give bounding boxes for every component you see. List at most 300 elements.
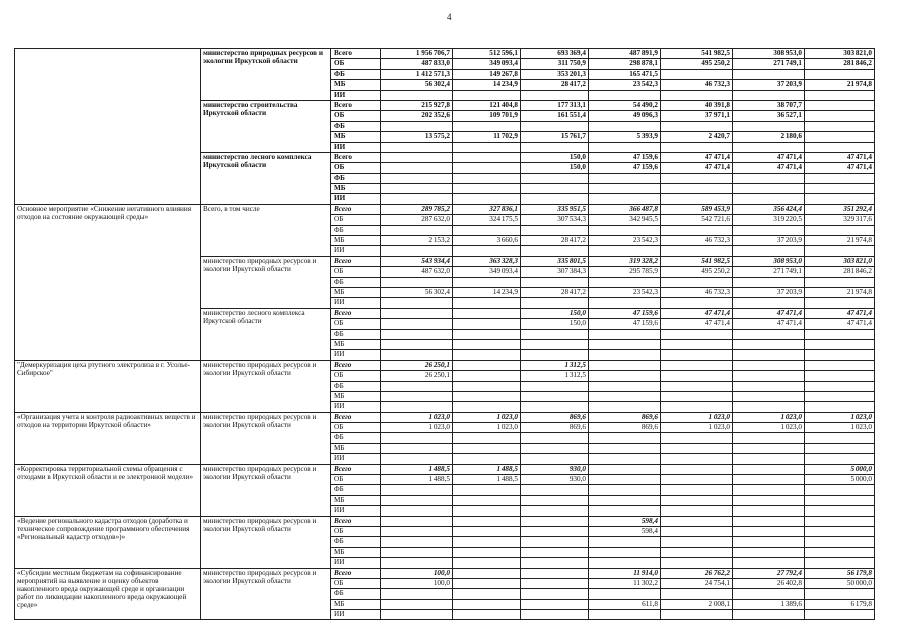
amount-cell bbox=[733, 194, 805, 204]
amount-cell bbox=[521, 495, 589, 505]
amount-cell: 319 328,2 bbox=[589, 256, 661, 266]
amount-cell bbox=[521, 381, 589, 391]
amount-cell bbox=[733, 516, 805, 526]
amount-cell: 329 317,6 bbox=[805, 215, 875, 225]
funding-source: ФБ bbox=[331, 69, 381, 79]
amount-cell: 869,6 bbox=[521, 412, 589, 422]
funding-source: ФБ bbox=[331, 537, 381, 547]
table-row bbox=[15, 464, 875, 474]
amount-cell bbox=[661, 433, 733, 443]
amount-cell: 47 159,6 bbox=[589, 152, 661, 162]
amount-cell bbox=[381, 495, 453, 505]
amount-cell: 11 302,2 bbox=[589, 578, 661, 588]
amount-cell: 349 093,4 bbox=[453, 267, 521, 277]
amount-cell bbox=[589, 402, 661, 412]
table-row bbox=[15, 360, 875, 370]
activity-name: «Корректировка территориальной схемы обращения с отходами в Иркутской области и ее электронной модели» bbox=[15, 464, 201, 516]
funding-source: ФБ bbox=[331, 381, 381, 391]
amount-cell: 1 312,5 bbox=[521, 360, 589, 370]
amount-cell: 11 914,0 bbox=[589, 568, 661, 578]
amount-cell bbox=[453, 319, 521, 329]
activity-name: "Демеркуризация цеха ртутного электролиза в г. Усолье-Сибирское" bbox=[15, 360, 201, 412]
amount-cell bbox=[805, 443, 875, 453]
funding-source: ОБ bbox=[331, 578, 381, 588]
amount-cell: 335 951,5 bbox=[521, 204, 589, 214]
funding-source: Всего bbox=[331, 100, 381, 110]
amount-cell: 47 471,4 bbox=[733, 319, 805, 329]
funding-source: Всего bbox=[331, 308, 381, 318]
amount-cell bbox=[733, 433, 805, 443]
amount-cell bbox=[733, 184, 805, 194]
amount-cell bbox=[733, 298, 805, 308]
amount-cell bbox=[805, 433, 875, 443]
amount-cell bbox=[589, 589, 661, 599]
funding-source: ФБ bbox=[331, 121, 381, 131]
amount-cell: 100,0 bbox=[381, 578, 453, 588]
amount-cell: 47 471,4 bbox=[733, 163, 805, 173]
amount-cell bbox=[453, 454, 521, 464]
amount-cell bbox=[805, 516, 875, 526]
funding-source: МБ bbox=[331, 547, 381, 557]
amount-cell bbox=[661, 339, 733, 349]
financing-table bbox=[14, 48, 875, 620]
amount-cell bbox=[661, 173, 733, 183]
amount-cell: 47 471,4 bbox=[805, 308, 875, 318]
amount-cell bbox=[661, 298, 733, 308]
amount-cell: 56 179,8 bbox=[805, 568, 875, 578]
amount-cell bbox=[589, 454, 661, 464]
amount-cell: 295 785,9 bbox=[589, 267, 661, 277]
amount-cell bbox=[805, 277, 875, 287]
amount-cell bbox=[589, 443, 661, 453]
amount-cell: 202 352,6 bbox=[381, 111, 453, 121]
amount-cell bbox=[453, 558, 521, 568]
amount-cell bbox=[661, 381, 733, 391]
amount-cell bbox=[521, 225, 589, 235]
amount-cell bbox=[381, 443, 453, 453]
funding-source: Всего bbox=[331, 49, 381, 59]
amount-cell bbox=[381, 246, 453, 256]
amount-cell bbox=[805, 246, 875, 256]
amount-cell: 37 203,9 bbox=[733, 236, 805, 246]
amount-cell bbox=[733, 173, 805, 183]
amount-cell bbox=[733, 495, 805, 505]
amount-cell bbox=[521, 589, 589, 599]
amount-cell bbox=[733, 475, 805, 485]
amount-cell bbox=[805, 391, 875, 401]
amount-cell bbox=[521, 506, 589, 516]
amount-cell: 56 302,4 bbox=[381, 287, 453, 297]
funding-source: ОБ bbox=[331, 371, 381, 381]
amount-cell: 541 982,5 bbox=[661, 49, 733, 59]
amount-cell bbox=[381, 173, 453, 183]
amount-cell: 1 312,5 bbox=[521, 371, 589, 381]
amount-cell: 14 234,9 bbox=[453, 80, 521, 90]
amount-cell: 356 424,4 bbox=[733, 204, 805, 214]
activity-name: «Субсидии местным бюджетам на софинансирование мероприятий на выявление и оценку объектов накопленного вреда окружающей среде и организации работ по ликвидации накопленного вреда окружающей среде» bbox=[15, 568, 201, 620]
amount-cell: 869,6 bbox=[589, 412, 661, 422]
amount-cell bbox=[381, 454, 453, 464]
amount-cell bbox=[733, 69, 805, 79]
amount-cell bbox=[381, 277, 453, 287]
amount-cell bbox=[381, 516, 453, 526]
amount-cell: 930,0 bbox=[521, 475, 589, 485]
amount-cell bbox=[805, 360, 875, 370]
amount-cell: 1 023,0 bbox=[453, 412, 521, 422]
amount-cell bbox=[661, 371, 733, 381]
amount-cell bbox=[805, 142, 875, 152]
amount-cell: 1 023,0 bbox=[805, 423, 875, 433]
funding-source: ФБ bbox=[331, 485, 381, 495]
amount-cell bbox=[733, 610, 805, 620]
amount-cell: 47 471,4 bbox=[661, 163, 733, 173]
amount-cell: 512 596,1 bbox=[453, 49, 521, 59]
amount-cell bbox=[589, 558, 661, 568]
funding-source: Всего bbox=[331, 516, 381, 526]
amount-cell: 1 956 706,7 bbox=[381, 49, 453, 59]
amount-cell bbox=[381, 526, 453, 536]
amount-cell bbox=[453, 142, 521, 152]
amount-cell: 1 023,0 bbox=[453, 423, 521, 433]
amount-cell bbox=[453, 350, 521, 360]
amount-cell: 487 632,0 bbox=[381, 267, 453, 277]
amount-cell bbox=[661, 495, 733, 505]
amount-cell: 1 488,5 bbox=[453, 464, 521, 474]
amount-cell bbox=[589, 371, 661, 381]
amount-cell: 693 369,4 bbox=[521, 49, 589, 59]
amount-cell bbox=[733, 558, 805, 568]
amount-cell: 54 490,2 bbox=[589, 100, 661, 110]
amount-cell: 28 417,2 bbox=[521, 236, 589, 246]
amount-cell bbox=[453, 121, 521, 131]
funding-source: ФБ bbox=[331, 433, 381, 443]
amount-cell: 298 878,1 bbox=[589, 59, 661, 69]
amount-cell bbox=[453, 90, 521, 100]
amount-cell bbox=[733, 329, 805, 339]
amount-cell bbox=[661, 506, 733, 516]
amount-cell bbox=[453, 194, 521, 204]
amount-cell bbox=[453, 433, 521, 443]
amount-cell: 2 008,1 bbox=[661, 599, 733, 609]
amount-cell: 23 542,3 bbox=[589, 80, 661, 90]
amount-cell bbox=[453, 277, 521, 287]
amount-cell bbox=[733, 225, 805, 235]
amount-cell: 47 471,4 bbox=[805, 163, 875, 173]
amount-cell bbox=[453, 578, 521, 588]
executor-name: министерство природных ресурсов и экологии Иркутской области bbox=[201, 516, 331, 568]
amount-cell bbox=[381, 485, 453, 495]
activity-name: «Организация учета и контроля радиоактивных веществ и отходов на территории Иркутской области» bbox=[15, 412, 201, 464]
amount-cell bbox=[381, 506, 453, 516]
amount-cell: 28 417,2 bbox=[521, 80, 589, 90]
funding-source: ИИ bbox=[331, 610, 381, 620]
amount-cell bbox=[381, 537, 453, 547]
amount-cell bbox=[733, 339, 805, 349]
amount-cell: 869,6 bbox=[521, 423, 589, 433]
amount-cell bbox=[521, 339, 589, 349]
amount-cell: 1 023,0 bbox=[733, 412, 805, 422]
amount-cell bbox=[381, 402, 453, 412]
amount-cell bbox=[733, 526, 805, 536]
activity-name bbox=[15, 49, 201, 205]
amount-cell bbox=[733, 381, 805, 391]
amount-cell: 150,0 bbox=[521, 152, 589, 162]
amount-cell: 47 159,6 bbox=[589, 163, 661, 173]
amount-cell: 495 250,2 bbox=[661, 267, 733, 277]
funding-source: ОБ bbox=[331, 423, 381, 433]
amount-cell bbox=[521, 610, 589, 620]
amount-cell bbox=[453, 163, 521, 173]
amount-cell bbox=[733, 485, 805, 495]
amount-cell bbox=[805, 132, 875, 142]
funding-source: МБ bbox=[331, 287, 381, 297]
amount-cell bbox=[733, 464, 805, 474]
amount-cell: 161 551,4 bbox=[521, 111, 589, 121]
amount-cell bbox=[805, 69, 875, 79]
amount-cell: 50 000,0 bbox=[805, 578, 875, 588]
amount-cell bbox=[453, 610, 521, 620]
amount-cell bbox=[521, 298, 589, 308]
funding-source: Всего bbox=[331, 256, 381, 266]
amount-cell bbox=[805, 184, 875, 194]
amount-cell bbox=[521, 568, 589, 578]
amount-cell bbox=[381, 391, 453, 401]
amount-cell bbox=[453, 495, 521, 505]
amount-cell bbox=[521, 578, 589, 588]
amount-cell bbox=[733, 360, 805, 370]
amount-cell bbox=[453, 339, 521, 349]
amount-cell: 149 267,8 bbox=[453, 69, 521, 79]
amount-cell bbox=[381, 558, 453, 568]
funding-source: МБ bbox=[331, 132, 381, 142]
amount-cell: 327 836,1 bbox=[453, 204, 521, 214]
amount-cell bbox=[453, 516, 521, 526]
amount-cell: 2 420,7 bbox=[661, 132, 733, 142]
amount-cell bbox=[733, 371, 805, 381]
funding-source: МБ bbox=[331, 184, 381, 194]
funding-source: Всего bbox=[331, 152, 381, 162]
amount-cell bbox=[805, 371, 875, 381]
amount-cell bbox=[453, 371, 521, 381]
funding-source: ОБ bbox=[331, 267, 381, 277]
amount-cell bbox=[805, 329, 875, 339]
amount-cell bbox=[453, 329, 521, 339]
amount-cell bbox=[661, 391, 733, 401]
amount-cell bbox=[521, 485, 589, 495]
amount-cell bbox=[661, 246, 733, 256]
amount-cell bbox=[733, 537, 805, 547]
executor-name: министерство природных ресурсов и экологии Иркутской области bbox=[201, 412, 331, 464]
funding-source: МБ bbox=[331, 391, 381, 401]
amount-cell bbox=[589, 506, 661, 516]
amount-cell bbox=[521, 454, 589, 464]
amount-cell bbox=[805, 298, 875, 308]
amount-cell bbox=[661, 69, 733, 79]
amount-cell: 281 846,2 bbox=[805, 59, 875, 69]
amount-cell bbox=[733, 506, 805, 516]
amount-cell bbox=[589, 121, 661, 131]
amount-cell bbox=[661, 277, 733, 287]
amount-cell: 349 093,4 bbox=[453, 59, 521, 69]
funding-source: МБ bbox=[331, 599, 381, 609]
amount-cell bbox=[381, 90, 453, 100]
amount-cell: 2 153,2 bbox=[381, 236, 453, 246]
amount-cell bbox=[661, 610, 733, 620]
executor-name: министерство природных ресурсов и экологии Иркутской области bbox=[201, 256, 331, 308]
funding-source: ФБ bbox=[331, 173, 381, 183]
amount-cell bbox=[805, 111, 875, 121]
amount-cell: 46 732,3 bbox=[661, 236, 733, 246]
amount-cell bbox=[805, 350, 875, 360]
amount-cell bbox=[589, 184, 661, 194]
amount-cell bbox=[661, 121, 733, 131]
amount-cell: 46 732,3 bbox=[661, 80, 733, 90]
amount-cell bbox=[733, 246, 805, 256]
activity-name: «Ведение регионального кадастра отходов (доработка и техническое сопровождение программного обеспечения «Региональный кадастр отходов»)» bbox=[15, 516, 201, 568]
funding-source: МБ bbox=[331, 443, 381, 453]
amount-cell bbox=[805, 381, 875, 391]
amount-cell: 487 891,9 bbox=[589, 49, 661, 59]
amount-cell: 611,8 bbox=[589, 599, 661, 609]
amount-cell bbox=[805, 339, 875, 349]
amount-cell: 47 159,6 bbox=[589, 319, 661, 329]
amount-cell bbox=[453, 402, 521, 412]
amount-cell bbox=[453, 298, 521, 308]
amount-cell bbox=[453, 184, 521, 194]
amount-cell: 165 471,5 bbox=[589, 69, 661, 79]
amount-cell bbox=[589, 173, 661, 183]
executor-name: министерство лесного комплекса Иркутской области bbox=[201, 308, 331, 360]
amount-cell bbox=[805, 537, 875, 547]
amount-cell: 150,0 bbox=[521, 163, 589, 173]
amount-cell bbox=[381, 142, 453, 152]
amount-cell bbox=[589, 329, 661, 339]
amount-cell: 307 384,3 bbox=[521, 267, 589, 277]
amount-cell bbox=[521, 558, 589, 568]
amount-cell: 23 542,3 bbox=[589, 287, 661, 297]
amount-cell: 5 000,0 bbox=[805, 475, 875, 485]
amount-cell bbox=[589, 142, 661, 152]
funding-source: ОБ bbox=[331, 163, 381, 173]
amount-cell bbox=[521, 433, 589, 443]
amount-cell: 47 471,4 bbox=[661, 152, 733, 162]
amount-cell: 26 250,1 bbox=[381, 360, 453, 370]
amount-cell bbox=[381, 152, 453, 162]
funding-source: ФБ bbox=[331, 225, 381, 235]
amount-cell: 1 023,0 bbox=[661, 412, 733, 422]
amount-cell bbox=[805, 589, 875, 599]
amount-cell: 303 821,0 bbox=[805, 256, 875, 266]
amount-cell bbox=[661, 558, 733, 568]
amount-cell bbox=[589, 225, 661, 235]
amount-cell bbox=[521, 194, 589, 204]
amount-cell: 308 953,0 bbox=[733, 49, 805, 59]
amount-cell bbox=[453, 152, 521, 162]
amount-cell: 1 023,0 bbox=[381, 412, 453, 422]
amount-cell bbox=[521, 391, 589, 401]
executor-name: министерство природных ресурсов и экологии Иркутской области bbox=[201, 464, 331, 516]
amount-cell: 869,6 bbox=[589, 423, 661, 433]
amount-cell bbox=[381, 381, 453, 391]
funding-source: ИИ bbox=[331, 298, 381, 308]
amount-cell: 47 471,4 bbox=[733, 152, 805, 162]
funding-source: ОБ bbox=[331, 215, 381, 225]
amount-cell: 23 542,3 bbox=[589, 236, 661, 246]
amount-cell bbox=[733, 121, 805, 131]
amount-cell: 177 313,1 bbox=[521, 100, 589, 110]
amount-cell: 5 393,9 bbox=[589, 132, 661, 142]
amount-cell bbox=[661, 516, 733, 526]
amount-cell: 1 389,6 bbox=[733, 599, 805, 609]
amount-cell bbox=[661, 360, 733, 370]
table-row bbox=[15, 412, 875, 422]
amount-cell: 353 201,3 bbox=[521, 69, 589, 79]
amount-cell bbox=[453, 246, 521, 256]
amount-cell bbox=[733, 277, 805, 287]
amount-cell: 342 945,5 bbox=[589, 215, 661, 225]
amount-cell: 495 250,2 bbox=[661, 59, 733, 69]
amount-cell bbox=[589, 495, 661, 505]
funding-source: ИИ bbox=[331, 558, 381, 568]
funding-source: ИИ bbox=[331, 454, 381, 464]
amount-cell: 27 792,4 bbox=[733, 568, 805, 578]
amount-cell bbox=[805, 173, 875, 183]
amount-cell: 6 179,8 bbox=[805, 599, 875, 609]
funding-source: ФБ bbox=[331, 589, 381, 599]
funding-source: ИИ bbox=[331, 246, 381, 256]
amount-cell: 38 707,7 bbox=[733, 100, 805, 110]
amount-cell: 598,4 bbox=[589, 516, 661, 526]
amount-cell bbox=[733, 589, 805, 599]
executor-name: министерство природных ресурсов и экологии Иркутской области bbox=[201, 568, 331, 620]
amount-cell bbox=[521, 599, 589, 609]
amount-cell: 40 391,8 bbox=[661, 100, 733, 110]
funding-source: ОБ bbox=[331, 111, 381, 121]
amount-cell bbox=[453, 381, 521, 391]
funding-source: Всего bbox=[331, 464, 381, 474]
amount-cell: 1 488,5 bbox=[381, 475, 453, 485]
amount-cell: 121 404,8 bbox=[453, 100, 521, 110]
amount-cell: 311 750,9 bbox=[521, 59, 589, 69]
funding-source: ИИ bbox=[331, 90, 381, 100]
amount-cell bbox=[589, 381, 661, 391]
amount-cell: 47 471,4 bbox=[805, 152, 875, 162]
amount-cell bbox=[453, 173, 521, 183]
amount-cell bbox=[805, 121, 875, 131]
table-row bbox=[15, 568, 875, 578]
amount-cell bbox=[453, 547, 521, 557]
funding-source: Всего bbox=[331, 204, 381, 214]
funding-source: ОБ bbox=[331, 59, 381, 69]
amount-cell bbox=[521, 402, 589, 412]
amount-cell bbox=[733, 90, 805, 100]
amount-cell bbox=[661, 589, 733, 599]
amount-cell: 541 982,5 bbox=[661, 256, 733, 266]
amount-cell: 28 417,2 bbox=[521, 287, 589, 297]
amount-cell: 487 833,0 bbox=[381, 59, 453, 69]
amount-cell bbox=[733, 142, 805, 152]
amount-cell bbox=[733, 391, 805, 401]
amount-cell: 14 234,9 bbox=[453, 287, 521, 297]
amount-cell: 11 702,9 bbox=[453, 132, 521, 142]
amount-cell: 287 632,0 bbox=[381, 215, 453, 225]
amount-cell bbox=[589, 433, 661, 443]
amount-cell bbox=[521, 443, 589, 453]
funding-source: МБ bbox=[331, 339, 381, 349]
amount-cell bbox=[805, 100, 875, 110]
amount-cell bbox=[661, 537, 733, 547]
amount-cell bbox=[521, 277, 589, 287]
